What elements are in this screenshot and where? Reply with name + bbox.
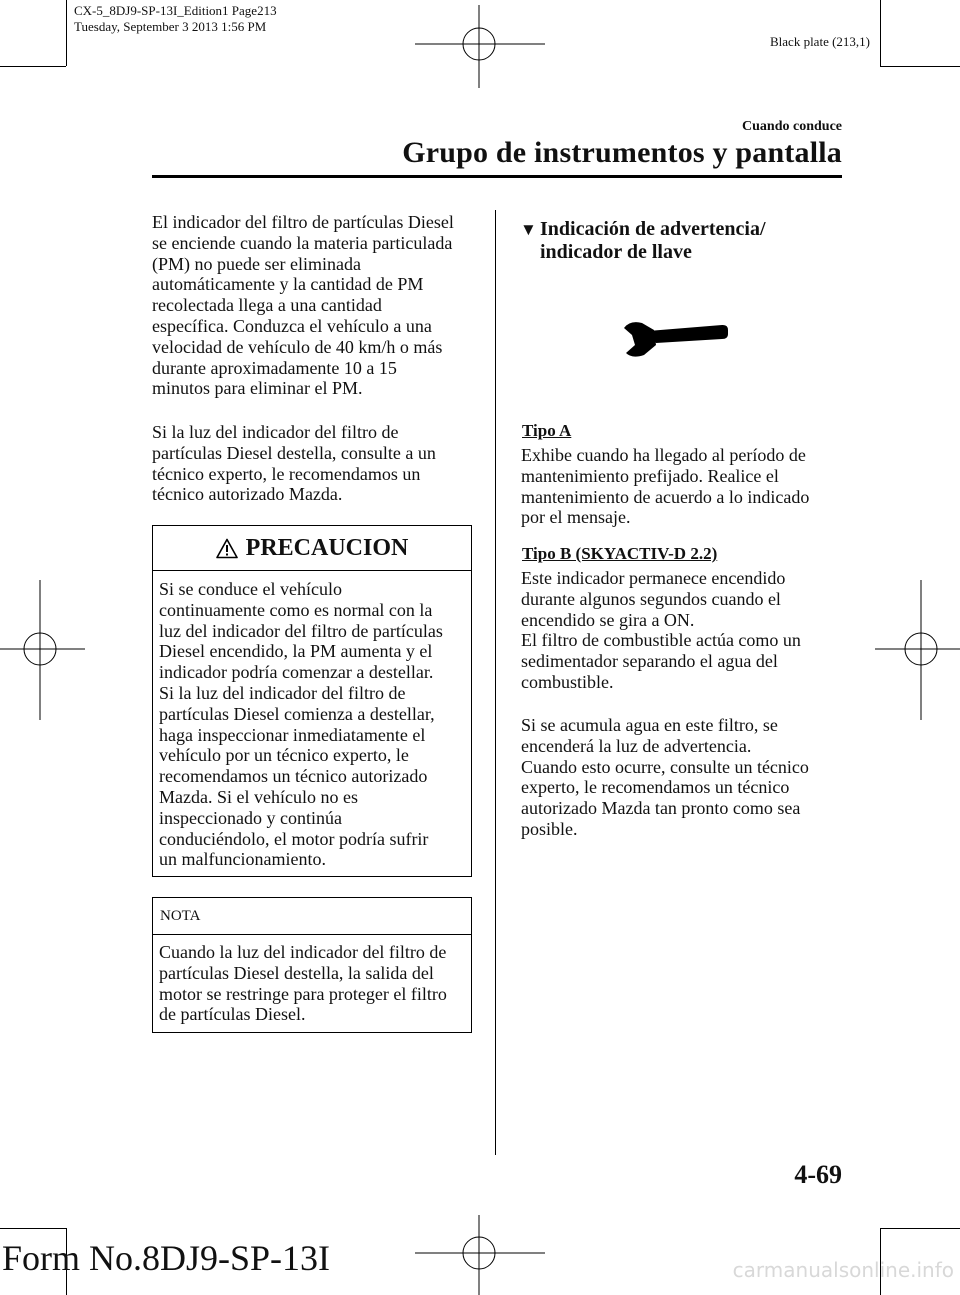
page-title: Grupo de instrumentos y pantalla — [402, 136, 842, 169]
tipo-a-text: Exhibe cuando ha llegado al período de mantenimiento prefijado. Realice el mantenimiento de acuerdo a lo indicado por el mensaje. — [521, 445, 810, 528]
section-heading: ▼ Indicación de advertencia/ indicador de llave — [520, 218, 766, 263]
tipo-a-label: Tipo A — [522, 421, 572, 440]
heading-marker: ▼ — [520, 220, 537, 239]
tipo-b-label: Tipo B (SKYACTIV-D 2.2) — [522, 544, 718, 563]
note-title: NOTA — [153, 898, 471, 935]
black-plate-label: Black plate (213,1) — [770, 34, 870, 49]
wrench-icon — [620, 318, 730, 360]
note-box — [152, 897, 472, 1033]
caution-body: Si se conduce el vehículo continuamente como es normal con la luz del indicador del filtro de partículas Diesel encendido, la PM aumenta y el indicador podría comenzar a destellar. Si la luz del indicador del filtro de partículas Diesel comienza a destellar, haga inspeccionar inmediatamente el vehículo por un técnico experto, le recomendamos un técnico autorizado Mazda. Si el vehículo no es inspeccionado y continúa conduciéndolo, el motor podría sufrir un malfuncionamiento. — [159, 579, 443, 870]
left-paragraph-2: Si la luz del indicador del filtro de partículas Diesel destella, consulte a un técnico experto, le recomendamos un técnico autorizado Mazda. — [152, 422, 436, 505]
tipo-b-text-2: Si se acumula agua en este filtro, se encenderá la luz de advertencia. Cuando esto ocurre, consulte un técnico experto, le recomendamos un técnico autorizado Mazda tan pronto como sea posible. — [521, 715, 809, 839]
page-number: 4-69 — [794, 1160, 842, 1189]
header-rule — [152, 175, 842, 178]
watermark: carmanualsonline.info — [732, 1258, 954, 1282]
registration-target-top — [415, 0, 545, 90]
column-divider — [495, 210, 496, 1155]
registration-target-bottom — [415, 1205, 545, 1295]
print-meta-line1: CX-5_8DJ9-SP-13I_Edition1 Page213 — [74, 3, 277, 18]
caution-header — [153, 526, 471, 571]
print-meta-line2: Tuesday, September 3 2013 1:56 PM — [74, 19, 267, 34]
warning-triangle-icon — [216, 538, 238, 559]
section-label: Cuando conduce — [742, 119, 842, 134]
caution-title: PRECAUCION — [245, 534, 409, 561]
registration-target-left — [0, 580, 85, 720]
form-number: Form No.8DJ9-SP-13I — [2, 1238, 331, 1278]
note-body: Cuando la luz del indicador del filtro de partículas Diesel destella, la salida del motor se restringe para proteger el filtro de partículas Diesel. — [159, 942, 447, 1025]
registration-target-right — [875, 580, 960, 720]
print-meta — [74, 3, 277, 35]
caution-box — [152, 525, 472, 877]
tipo-b-text-1: Este indicador permanece encendido durante algunos segundos cuando el encendido se gira a ON. El filtro de combustible actúa como un sedimentador separando el agua del combustible. — [521, 568, 801, 692]
left-paragraph-1: El indicador del filtro de partículas Diesel se enciende cuando la materia particulada (PM) no puede ser eliminada automáticamente y la cantidad de PM recolectada llega a una cantidad específica. Conduzca el vehículo a una velocidad de vehículo de 40 km/h o más durante aproximadamente 10 a 15 minutos para eliminar el PM. — [152, 212, 454, 399]
